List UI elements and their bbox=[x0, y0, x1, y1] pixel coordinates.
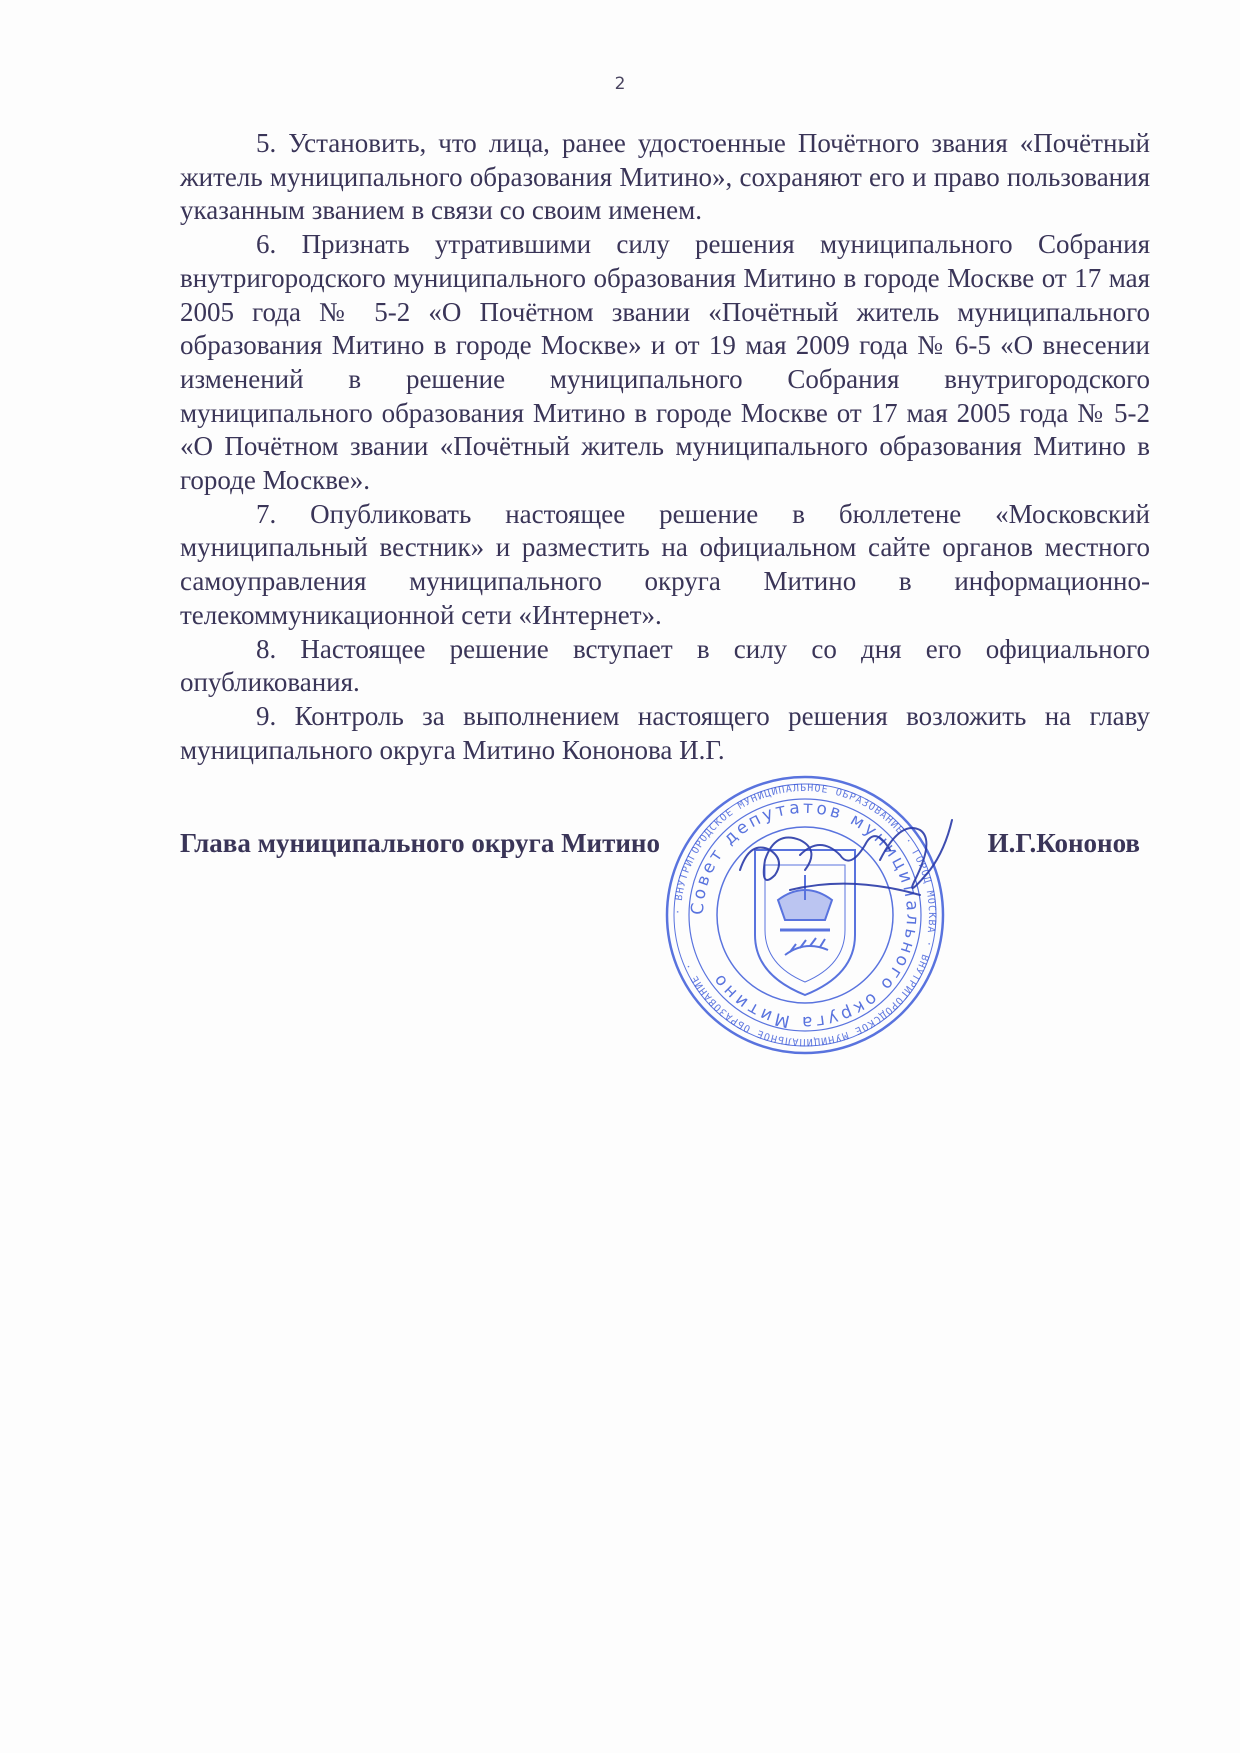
handwritten-signature bbox=[730, 800, 960, 910]
paragraph-6: 6. Признать утратившими силу решения муниципального Собрания внутригородского муниципального образования Митино в городе Москве от 17 мая 2005 года № 5-2 «О Почётном звании «Почётный житель муниципального образования Митино в городе Москве» и от 19 мая 2009 года № 6-5 «О внесении изменений в решение муниципального Собрания внутригородского муниципального образования Митино в городе Москве от 17 мая 2005 года № 5-2 «О Почётном звании «Почётный житель муниципального образования Митино в городе Москве». bbox=[180, 229, 1150, 496]
signature-title: Глава муниципального округа Митино bbox=[180, 828, 660, 858]
page-number: 2 bbox=[614, 74, 626, 94]
paragraph-9: 9. Контроль за выполнением настоящего решения возложить на главу муниципального округа Митино Кононова И.Г. bbox=[180, 700, 1150, 765]
stamp-outer-text: Совет депутатов муниципального округа Митино bbox=[687, 797, 923, 1033]
paragraph-7: 7. Опубликовать настоящее решение в бюллетене «Московский муниципальный вестник» и разместить на официальном сайте органов местного самоуправления муниципального округа Митино в информационно-телекоммуникационной сети «Интернет». bbox=[180, 498, 1150, 630]
svg-text:· ВНУТРИГОРОДСКОЕ МУНИЦИПАЛЬНО: · ВНУТРИГОРОДСКОЕ МУНИЦИПАЛЬНОЕ ОБРАЗОВАНИЕ · ГОРОД МОСКВА · ВНУТРИГОРОДСКОЕ МУНИЦИПАЛЬНОЕ ОБРАЗОВАНИЕ · bbox=[672, 782, 938, 1048]
paragraph-5: 5. Установить, что лица, ранее удостоенные Почётного звания «Почётный житель муниципального образования Митино», сохраняют его и право пользования указанным званием в связи со своим именем. bbox=[180, 128, 1150, 226]
document-body bbox=[180, 127, 1150, 767]
signature-name: И.Г.Кононов bbox=[987, 828, 1140, 858]
paragraph-8: 8. Настоящее решение вступает в силу со дня его официального опубликования. bbox=[180, 633, 1150, 698]
